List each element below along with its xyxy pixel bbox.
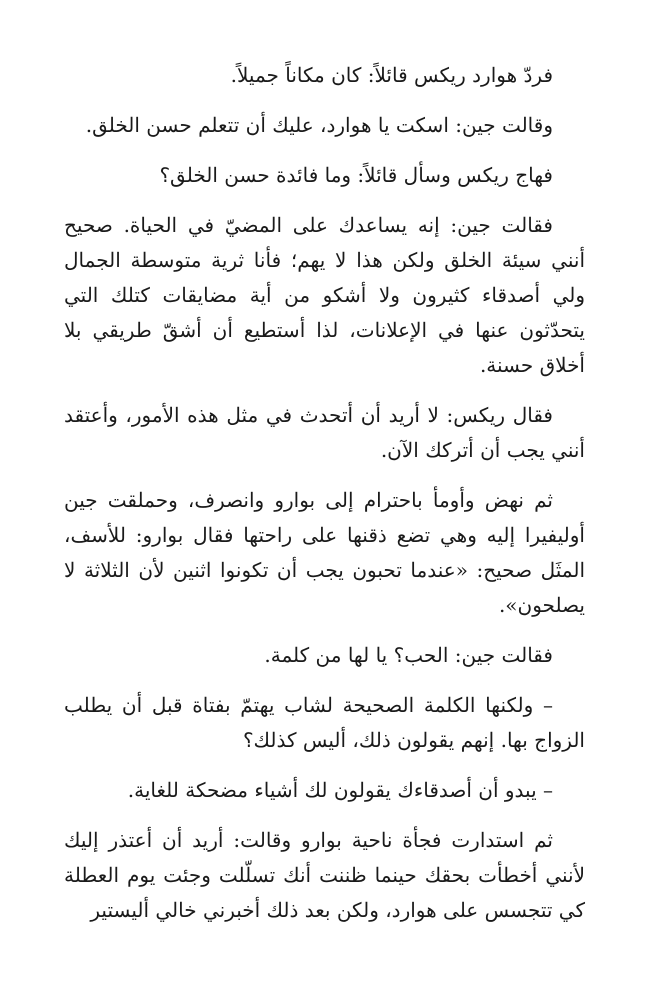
paragraph-8: – ولكنها الكلمة الصحيحة لشاب يهتمّ بفتاة قبل أن يطلب الزواج بها. إنهم يقولون ذلك، أليس كذلك؟ [64,693,585,752]
paragraph-3: فهاج ريكس وسأل قائلاً: وما فائدة حسن الخلق؟ [159,163,553,187]
paragraph-9: – يبدو أن أصدقاءك يقولون لك أشياء مضحكة للغاية. [127,778,553,802]
paragraph-6: ثم نهض وأومأ باحترام إلى بوارو وانصرف، وحملقت جين أوليفيرا إليه وهي تضع ذقنها على راحتها فقال بوارو: للأسف، المثَل صحيح: «عندما تحبون يجب أن تكونوا اثنين لأن الثلاثة لا يصلحون». [64,488,585,617]
paragraph-1: فردّ هوارد ريكس قائلاً: كان مكاناً جميلاً. [230,63,553,87]
paragraph-5: فقال ريكس: لا أريد أن أتحدث في مثل هذه الأمور، وأعتقد أنني يجب أن أتركك الآن. [64,403,585,462]
paragraph-10: ثم استدارت فجأة ناحية بوارو وقالت: أريد أن أعتذر إليك لأنني أخطأت بحقك حينما ظننت أنك تسلّلت وجئت يوم العطلة كي تتجسس على هوارد، ولكن بعد ذلك أخبرني خالي أليستير [64,828,585,922]
paragraph-2: وقالت جين: اسكت يا هوارد، عليك أن تتعلم حسن الخلق. [85,113,553,137]
paragraph-7: فقالت جين: الحب؟ يا لها من كلمة. [264,643,553,667]
paragraph-4: فقالت جين: إنه يساعدك على المضيّ في الحياة. صحيح أنني سيئة الخلق ولكن هذا لا يهم؛ فأنا ثرية متوسطة الجمال ولي أصدقاء كثيرون ولا أشكو من أية مضايقات كتلك التي يتحدّثون عنها في الإعلانات، لذا أستطيع أن أشقّ طريقي بلا أخلاق حسنة. [64,213,586,377]
